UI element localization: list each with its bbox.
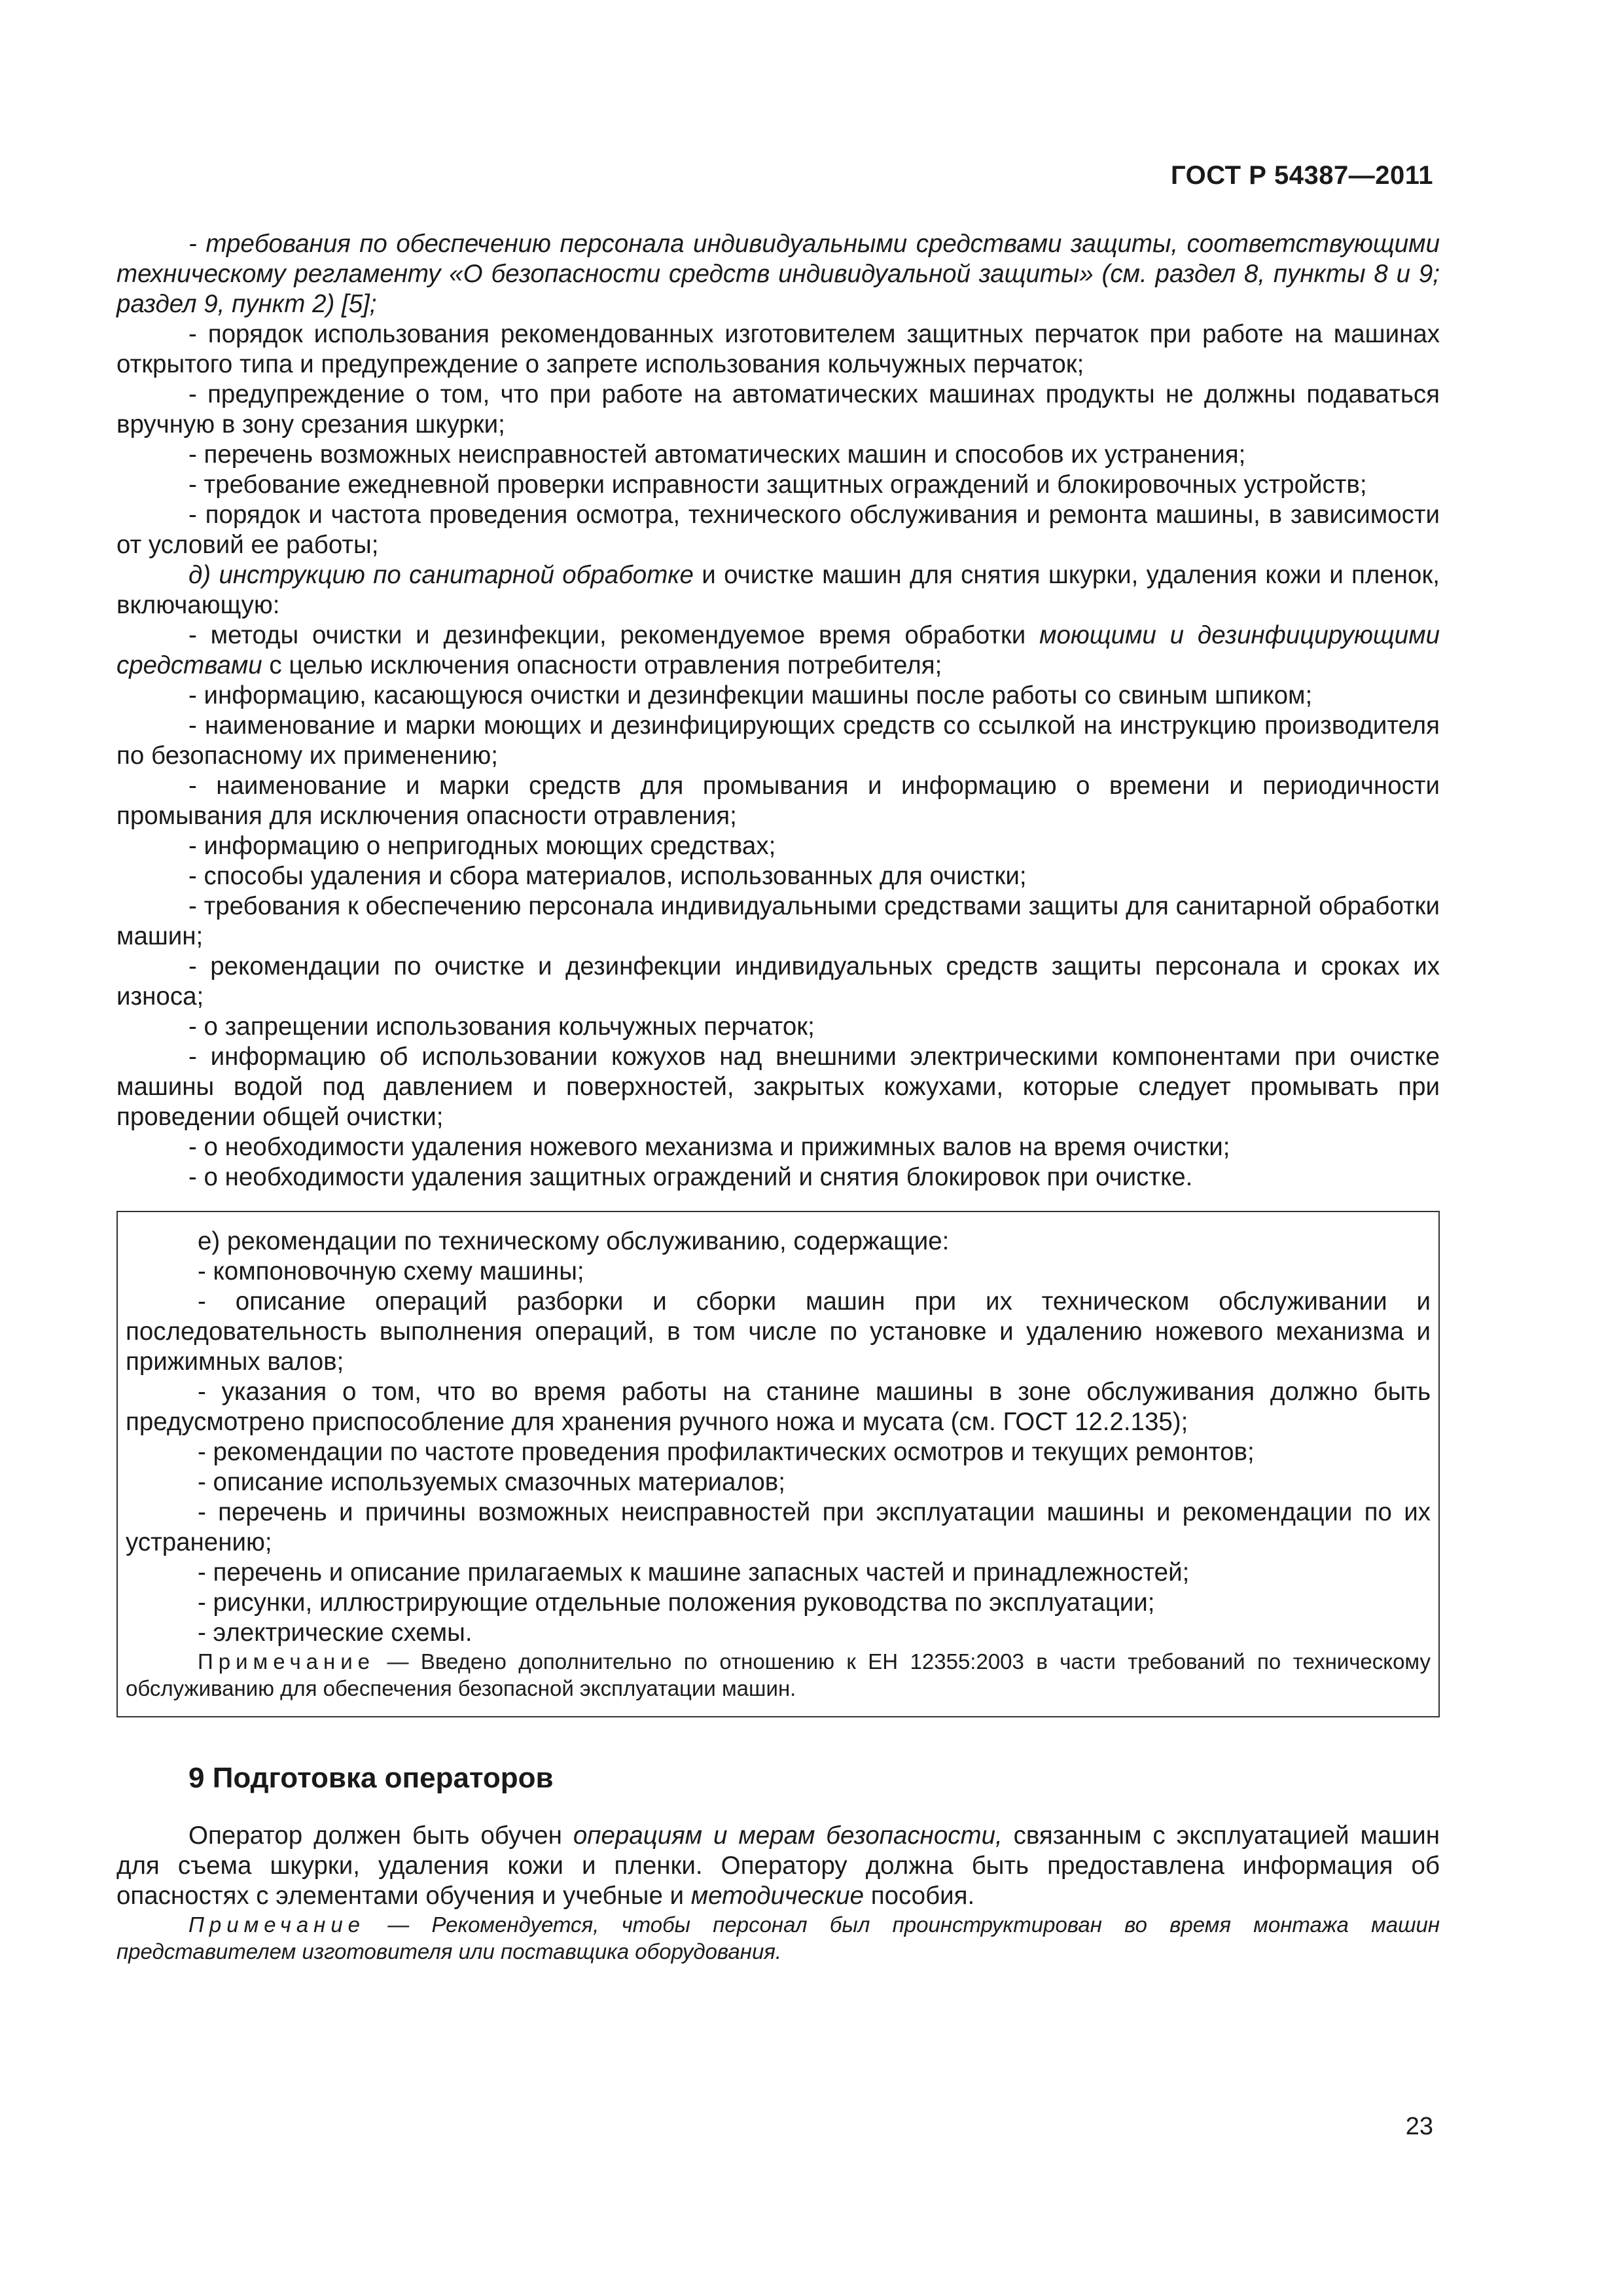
list-item: - перечень возможных неисправностей автоматических машин и способов их устранения; [188, 440, 1246, 469]
list-item: - информацию об использовании кожухов над внешними электрическими компонентами при очистке машины водой под давлением и поверхностей, закрытых кожухами, которые следует промывать при проведении общей очистки; [116, 1043, 1440, 1131]
list-item: - перечень и причины возможных неисправностей при эксплуатации машины и рекомендации по их устранению; [126, 1498, 1431, 1556]
list-item: е) рекомендации по техническому обслуживанию, содержащие: [198, 1227, 950, 1255]
document-body [116, 229, 1440, 1965]
list-item: - рекомендации по очистке и дезинфекции индивидуальных средств защиты персонала и сроках их износа; [116, 952, 1440, 1011]
list-item: - способы удаления и сбора материалов, использованных для очистки; [188, 862, 1027, 890]
list-item: - рекомендации по частоте проведения профилактических осмотров и текущих ремонтов; [198, 1438, 1255, 1466]
list-item: - перечень и описание прилагаемых к машине запасных частей и принадлежностей; [198, 1558, 1190, 1587]
list-item: - о запрещении использования кольчужных перчаток; [188, 1013, 815, 1041]
list-item: - наименование и марки моющих и дезинфицирующих средств со ссылкой на инструкцию производителя по безопасному их применению; [116, 711, 1440, 770]
list-item: - требования по обеспечению персонала индивидуальными средствами защиты, соответствующими техническому регламенту «О безопасности средств индивидуальной защиты» (см. раздел 8, пункты 8 и 9; раздел 9, пункт 2) [5]; [116, 230, 1440, 318]
list-item: - описание используемых смазочных материалов; [198, 1468, 785, 1496]
section-heading: 9 Подготовка операторов [188, 1762, 554, 1794]
list-item: - электрические схемы. [198, 1619, 473, 1647]
box-note: Примечание — Введено дополнительно по отношению к ЕН 12355:2003 в части требований по техническому обслуживанию для обеспечения безопасной эксплуатации машин. [126, 1649, 1431, 1700]
list-item: - порядок использования рекомендованных изготовителем защитных перчаток при работе на машинах открытого типа и предупреждение о запрете использования кольчужных перчаток; [116, 320, 1440, 378]
list-item: - компоновочную схему машины; [198, 1257, 584, 1285]
section-paragraph: Оператор должен быть обучен операциям и мерам безопасности, связанным с эксплуатацией машин для съема шкурки, удаления кожи и пленки. Оператору должна быть предоставлена информация об опасностях с элементами обучения и учебные и методические пособия. [116, 1821, 1440, 1910]
list-item: - требования к обеспечению персонала индивидуальными средствами защиты для санитарной обработки машин; [116, 892, 1440, 950]
list-item: - наименование и марки средств для промывания и информацию о времени и периодичности промывания для исключения опасности отравления; [116, 772, 1440, 830]
list-item: - о необходимости удаления защитных ограждений и снятия блокировок при очистке. [188, 1163, 1193, 1191]
list-item: - предупреждение о том, что при работе на автоматических машинах продукты не должны подаваться вручную в зону срезания шкурки; [116, 380, 1440, 439]
section-note: Примечание — Рекомендуется, чтобы персонал был проинструктирован во время монтажа машин представителем изготовителя или поставщика оборудования. [116, 1912, 1440, 1964]
list-item: - методы очистки и дезинфекции, рекомендуемое время обработки моющими и дезинфицирующими средствами с целью исключения опасности отравления потребителя; [116, 621, 1440, 679]
page-number: 23 [1405, 2113, 1433, 2140]
list-item: д) инструкцию по санитарной обработке и очистке машин для снятия шкурки, удаления кожи и пленок, включающую: [116, 561, 1440, 619]
list-item: - порядок и частота проведения осмотра, технического обслуживания и ремонта машины, в зависимости от условий ее работы; [116, 501, 1440, 559]
list-item: - рисунки, иллюстрирующие отдельные положения руководства по эксплуатации; [198, 1588, 1155, 1617]
list-item: - информацию о непригодных моющих средствах; [188, 832, 776, 860]
list-item: - указания о том, что во время работы на станине машины в зоне обслуживания должно быть предусмотрено приспособление для хранения ручного ножа и мусата (см. ГОСТ 12.2.135); [126, 1378, 1431, 1436]
list-item: - описание операций разборки и сборки машин при их техническом обслуживании и последовательность выполнения операций, в том числе по установке и удалению ножевого механизма и прижимных валов; [126, 1287, 1431, 1376]
list-item: - информацию, касающуюся очистки и дезинфекции машины после работы со свиным шпиком; [188, 681, 1313, 709]
list-item: - требование ежедневной проверки исправности защитных ограждений и блокировочных устройств; [188, 471, 1367, 499]
document-code: ГОСТ Р 54387—2011 [1171, 161, 1433, 190]
list-item: - о необходимости удаления ножевого механизма и прижимных валов на время очистки; [188, 1133, 1230, 1161]
maintenance-recommendations-box [116, 1211, 1440, 1717]
